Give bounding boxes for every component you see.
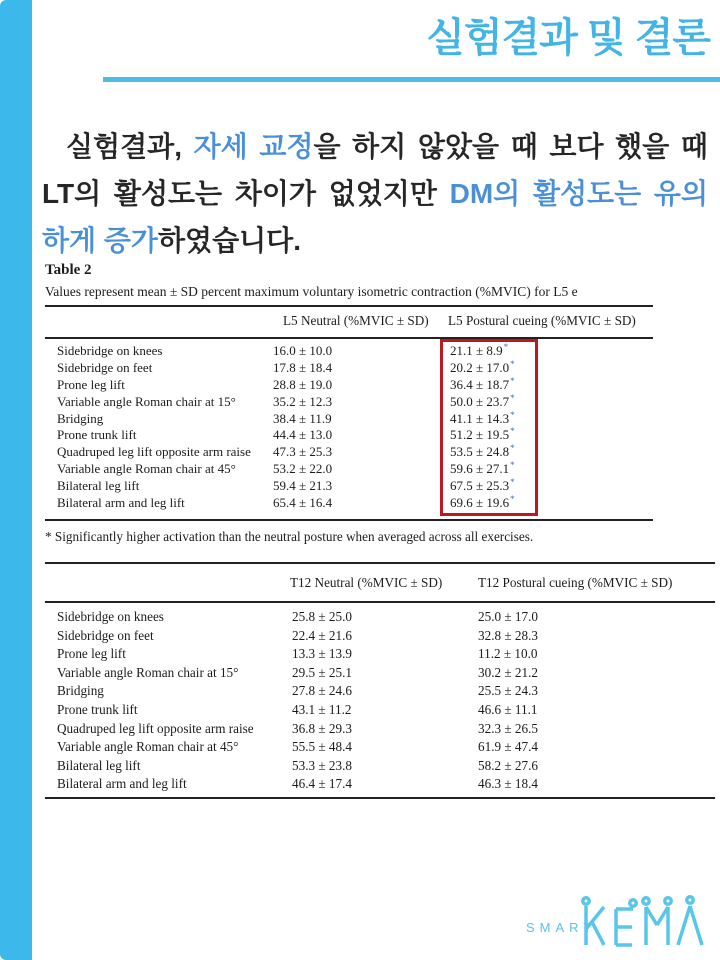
exercise-name: Sidebridge on knees <box>57 609 164 624</box>
neutral-value: 46.4 ± 17.4 <box>292 776 352 792</box>
postural-cueing-value: 67.5 ± 25.3* <box>450 477 515 494</box>
kema-logo-icon <box>577 893 707 954</box>
neutral-value: 55.5 ± 48.4 <box>292 739 352 755</box>
neutral-value: 17.8 ± 18.4 <box>273 359 333 375</box>
postural-cueing-value: 46.6 ± 11.1 <box>478 701 538 717</box>
significance-asterisk: * <box>510 477 515 488</box>
postural-cueing-value: 20.2 ± 17.0* <box>450 358 515 375</box>
table1-bottom-rule <box>45 519 653 521</box>
table-caption: Values represent mean ± SD percent maximum voluntary isometric contraction (%MVIC) for L5 e <box>45 284 578 299</box>
paragraph-line-2 <box>42 170 708 217</box>
body-paragraph <box>42 123 708 264</box>
table-row <box>45 343 653 360</box>
exercise-name: Variable angle Roman chair at 15° <box>57 664 239 680</box>
page-title: 실험결과 및 결론 <box>426 16 710 60</box>
highlighted-text: 하게 증가 <box>42 225 158 256</box>
table1-top-rule <box>45 305 653 307</box>
postural-cueing-value: 53.5 ± 24.8* <box>450 443 515 460</box>
postural-cueing-value: 11.2 ± 10.0 <box>478 646 538 662</box>
exercise-name: Sidebridge on knees <box>57 343 163 358</box>
postural-cueing-value: 21.1 ± 8.9* <box>450 342 509 358</box>
postural-cueing-value: 58.2 ± 27.6 <box>478 757 538 773</box>
table-row <box>45 645 715 664</box>
significance-asterisk: * <box>510 358 515 369</box>
table-row <box>45 627 715 646</box>
exercise-name: Variable angle Roman chair at 45° <box>57 461 236 477</box>
text-segment: 실험결과, <box>66 131 194 162</box>
neutral-value: 35.2 ± 12.3 <box>273 393 333 409</box>
exercise-name: Quadruped leg lift opposite arm raise <box>57 444 251 460</box>
neutral-value: 53.3 ± 23.8 <box>292 757 352 773</box>
exercise-name: Bilateral leg lift <box>57 757 141 773</box>
exercise-name: Prone leg lift <box>57 646 126 662</box>
exercise-name: Bilateral arm and leg lift <box>57 495 185 511</box>
table1-col2-header: L5 Postural cueing (%MVIC ± SD) <box>448 313 636 328</box>
neutral-value: 28.8 ± 19.0 <box>273 376 333 392</box>
postural-cueing-value: 25.0 ± 17.0 <box>478 609 538 624</box>
table-row <box>45 682 715 701</box>
logo-smart-text: SMART <box>526 920 597 935</box>
table-row <box>45 495 653 512</box>
postural-cueing-value: 61.9 ± 47.4 <box>478 739 538 755</box>
table-row <box>45 411 653 428</box>
postural-cueing-value: 41.1 ± 14.3* <box>450 409 515 426</box>
table2-header-rule <box>45 601 715 603</box>
text-segment: LT의 활성도는 차이가 없었지만 <box>42 178 450 209</box>
table-row <box>45 701 715 720</box>
table-row <box>45 461 653 478</box>
left-accent-bar <box>0 0 32 960</box>
paragraph-line-1 <box>42 123 708 170</box>
neutral-value: 16.0 ± 10.0 <box>273 343 333 358</box>
neutral-value: 43.1 ± 11.2 <box>292 701 352 717</box>
exercise-name: Variable angle Roman chair at 15° <box>57 393 236 409</box>
postural-cueing-value: 50.0 ± 23.7* <box>450 392 515 409</box>
postural-cueing-value: 25.5 ± 24.3 <box>478 683 538 699</box>
significance-asterisk: * <box>510 460 515 471</box>
significance-asterisk: * <box>510 409 515 420</box>
exercise-name: Variable angle Roman chair at 45° <box>57 739 239 755</box>
neutral-value: 53.2 ± 22.0 <box>273 461 333 477</box>
neutral-value: 29.5 ± 25.1 <box>292 664 352 680</box>
table-row <box>45 757 715 776</box>
table2-top-rule <box>45 562 715 564</box>
neutral-value: 47.3 ± 25.3 <box>273 444 333 460</box>
neutral-value: 36.8 ± 29.3 <box>292 720 352 736</box>
neutral-value: 38.4 ± 11.9 <box>273 410 332 426</box>
table-row <box>45 608 715 627</box>
table-row <box>45 775 715 794</box>
exercise-name: Prone leg lift <box>57 376 125 392</box>
table-row <box>45 478 653 495</box>
table1-rows <box>45 343 653 512</box>
exercise-name: Sidebridge on feet <box>57 359 153 375</box>
table2-rows <box>45 608 715 794</box>
exercise-name: Quadruped leg lift opposite arm raise <box>57 720 254 736</box>
neutral-value: 65.4 ± 16.4 <box>273 495 333 511</box>
paragraph-line-3 <box>42 217 708 264</box>
exercise-name: Prone trunk lift <box>57 701 138 717</box>
table-row <box>45 444 653 461</box>
table-row <box>45 394 653 411</box>
neutral-value: 59.4 ± 21.3 <box>273 478 333 494</box>
postural-cueing-value: 46.3 ± 18.4 <box>478 776 538 792</box>
table-number-label: Table 2 <box>45 262 92 278</box>
table-row <box>45 377 653 394</box>
postural-cueing-value: 51.2 ± 19.5* <box>450 426 515 443</box>
table2-col1-header: T12 Neutral (%MVIC ± SD) <box>290 575 443 590</box>
table-row <box>45 427 653 444</box>
table2-bottom-rule <box>45 797 715 799</box>
significance-asterisk: * <box>510 375 515 386</box>
postural-cueing-value: 32.8 ± 28.3 <box>478 627 538 643</box>
table-footnote: * Significantly higher activation than the neutral posture when averaged across all exercises. <box>45 529 534 544</box>
table-row <box>45 720 715 739</box>
significance-asterisk: * <box>510 426 515 437</box>
neutral-value: 25.8 ± 25.0 <box>292 609 352 624</box>
highlighted-text: DM의 활성도는 유의 <box>449 178 708 209</box>
exercise-name: Bridging <box>57 683 104 699</box>
table1-col1-header: L5 Neutral (%MVIC ± SD) <box>283 313 429 328</box>
neutral-value: 44.4 ± 13.0 <box>273 427 333 443</box>
exercise-name: Bridging <box>57 410 104 426</box>
exercise-name: Prone trunk lift <box>57 427 137 443</box>
postural-cueing-value: 36.4 ± 18.7* <box>450 375 515 392</box>
neutral-value: 22.4 ± 21.6 <box>292 627 352 643</box>
significance-asterisk: * <box>510 392 515 403</box>
highlighted-text: 자세 교정 <box>193 131 314 162</box>
significance-asterisk: * <box>510 443 515 454</box>
exercise-name: Sidebridge on feet <box>57 627 154 643</box>
neutral-value: 13.3 ± 13.9 <box>292 646 352 662</box>
postural-cueing-value: 32.3 ± 26.5 <box>478 720 538 736</box>
significance-asterisk: * <box>510 494 515 505</box>
table-row <box>45 360 653 377</box>
postural-cueing-value: 69.6 ± 19.6* <box>450 494 515 511</box>
table-row <box>45 664 715 683</box>
exercise-name: Bilateral arm and leg lift <box>57 776 187 792</box>
red-highlight-box <box>440 339 538 516</box>
table-row <box>45 738 715 757</box>
postural-cueing-value: 30.2 ± 21.2 <box>478 664 538 680</box>
table1-header-rule <box>45 337 653 339</box>
neutral-value: 27.8 ± 24.6 <box>292 683 352 699</box>
text-segment: 을 하지 않았을 때 보다 했을 때 <box>313 131 708 162</box>
postural-cueing-value: 59.6 ± 27.1* <box>450 460 515 477</box>
text-segment: 하였습니다. <box>157 225 302 256</box>
exercise-name: Bilateral leg lift <box>57 478 140 494</box>
table2-col2-header: T12 Postural cueing (%MVIC ± SD) <box>478 575 673 590</box>
title-underline <box>103 77 720 82</box>
significance-asterisk: * <box>503 342 509 352</box>
